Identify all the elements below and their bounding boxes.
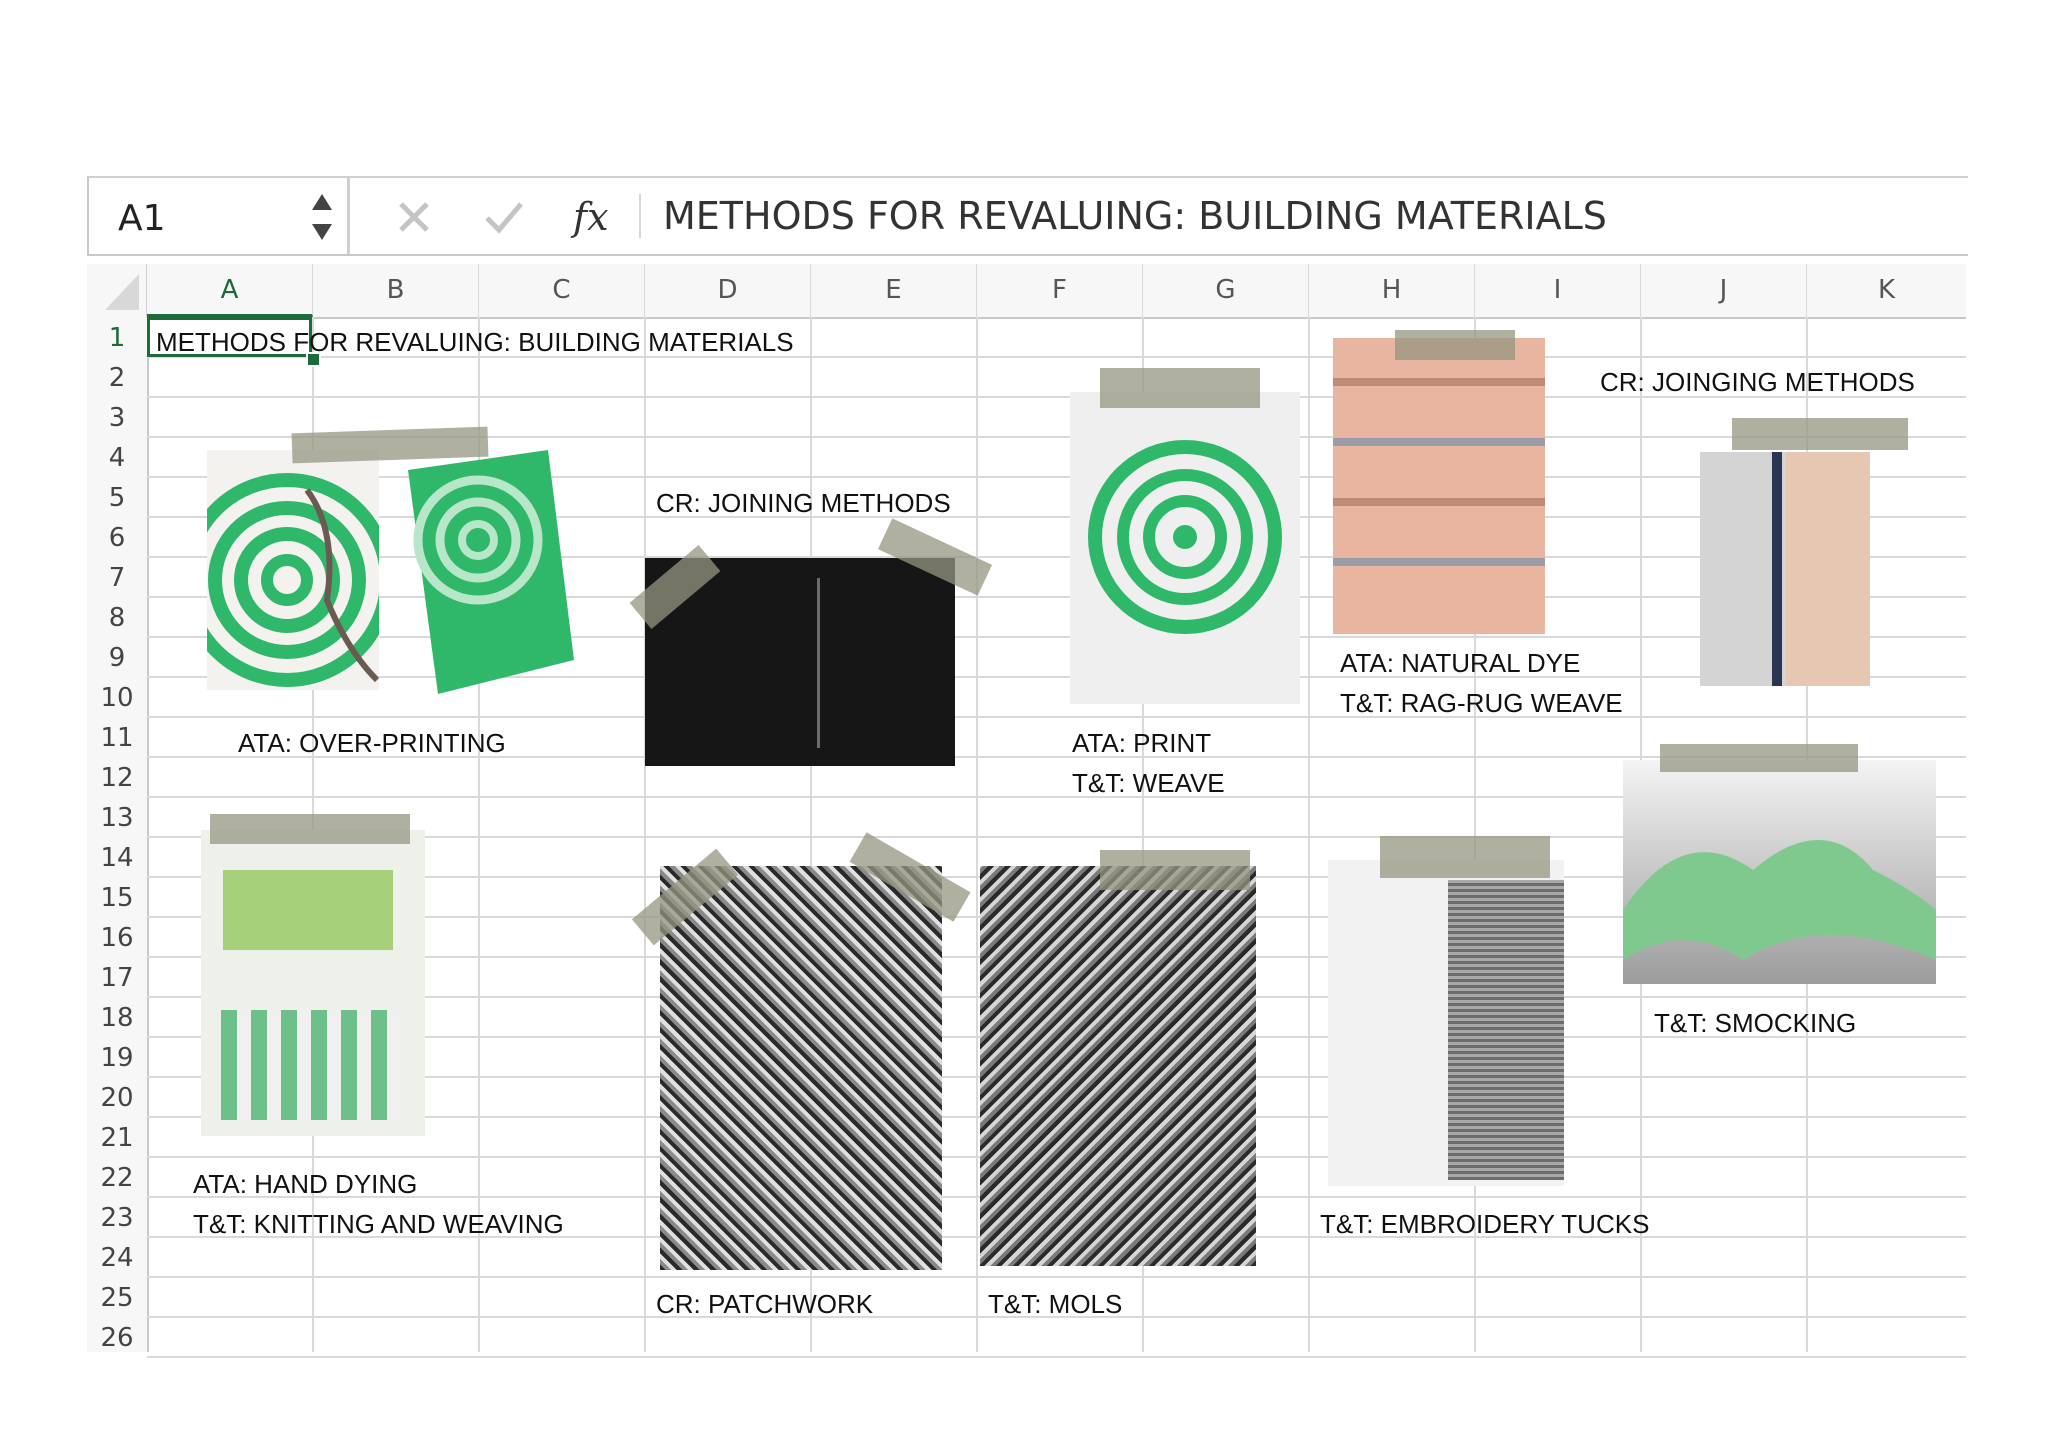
row-header-1[interactable]: 1 [108,323,126,353]
patchwork-sample [660,866,942,1270]
row-header-5[interactable]: 5 [108,483,126,513]
formula-divider [639,194,641,238]
mols-sample [980,866,1256,1266]
label-natural-dye[interactable]: ATA: NATURAL DYE [1340,648,1581,678]
column-gridline [1308,317,1310,1352]
tape-11 [1100,850,1250,890]
tape-5 [1395,330,1515,360]
row-gridline [147,1356,1966,1358]
column-header-e[interactable]: E [811,264,977,317]
select-all-button[interactable] [87,264,147,317]
fx-label: fx [573,195,609,239]
row-header-16[interactable]: 16 [100,923,134,953]
formula-input[interactable]: METHODS FOR REVALUING: BUILDING MATERIALS [663,194,1607,238]
label-smocking[interactable]: T&T: SMOCKING [1654,1008,1857,1038]
function-icon[interactable] [569,192,625,242]
name-box-value: A1 [118,198,166,239]
label-joining-methods[interactable]: CR: JOINING METHODS [656,488,951,518]
row-gridline [147,1276,1966,1278]
row-header-26[interactable]: 26 [100,1323,134,1353]
hand-dying-sample [201,830,425,1136]
row-header-10[interactable]: 10 [100,683,134,713]
column-header-d[interactable]: D [645,264,811,317]
row-header-4[interactable]: 4 [108,443,126,473]
row-header-25[interactable]: 25 [100,1283,134,1313]
column-header-a[interactable]: A [147,264,313,317]
column-gridline [644,317,646,1352]
row-header-19[interactable]: 19 [100,1043,134,1073]
label-knitting-and-weaving[interactable]: T&T: KNITTING AND WEAVING [193,1209,564,1239]
row-header-21[interactable]: 21 [100,1123,134,1153]
row-header-8[interactable]: 8 [108,603,126,633]
select-all-icon [87,264,145,316]
column-header-k[interactable]: K [1877,275,1896,305]
column-header-i[interactable]: I [1475,264,1641,317]
tape-8 [210,814,410,844]
column-header-g[interactable]: G [1143,264,1309,317]
row-header-23[interactable]: 23 [100,1203,134,1233]
label-hand-dying[interactable]: ATA: HAND DYING [193,1169,418,1199]
tape-7 [1660,744,1858,772]
smocking-sample [1623,760,1936,984]
check-icon[interactable] [479,192,529,242]
row-header-18[interactable]: 18 [100,1003,134,1033]
column-header-row [87,264,1966,319]
label-patchwork[interactable]: CR: PATCHWORK [656,1289,874,1319]
label-joinging-methods[interactable]: CR: JOINGING METHODS [1600,367,1915,397]
column-header-f[interactable]: F [977,264,1143,317]
row-header-9[interactable]: 9 [108,643,126,673]
row-header-20[interactable]: 20 [100,1083,134,1113]
label-over-printing[interactable]: ATA: OVER-PRINTING [238,728,506,758]
over-printing-sample-left [207,450,379,690]
tape-6 [1732,418,1908,450]
name-box-divider [347,178,350,254]
row-header-12[interactable]: 12 [100,763,134,793]
natural-dye-sample [1333,338,1545,634]
column-header-b[interactable]: B [313,264,479,317]
label-rag-rug-weave[interactable]: T&T: RAG-RUG WEAVE [1340,688,1623,718]
row-header-11[interactable]: 11 [100,723,134,753]
row-header-7[interactable]: 7 [108,563,126,593]
row-header-24[interactable]: 24 [100,1243,134,1273]
name-box[interactable] [89,178,345,254]
row-header-2[interactable]: 2 [108,363,126,393]
label-mols[interactable]: T&T: MOLS [988,1289,1123,1319]
tape-4 [1100,368,1260,408]
close-icon[interactable] [389,192,439,242]
row-header-22[interactable]: 22 [100,1163,134,1193]
name-box-stepper-icon[interactable] [307,190,337,244]
row-header-15[interactable]: 15 [100,883,134,913]
row-header-13[interactable]: 13 [100,803,134,833]
cell-a1-title[interactable]: METHODS FOR REVALUING: BUILDING MATERIALS [156,327,794,357]
formula-bar [87,176,1968,256]
joining-knit-sample [1700,452,1870,686]
column-header-j[interactable]: J [1641,264,1807,317]
over-printing-sample-right [398,450,574,694]
row-gridline [147,716,1966,718]
tape-12 [1380,836,1550,878]
column-header-c[interactable]: C [479,264,645,317]
embroidery-tucks-sample [1328,860,1564,1186]
row-header-17[interactable]: 17 [100,963,134,993]
column-gridline [976,317,978,1352]
row-header-3[interactable]: 3 [108,403,126,433]
column-header-h[interactable]: H [1309,264,1475,317]
label-weave[interactable]: T&T: WEAVE [1072,768,1225,798]
label-print[interactable]: ATA: PRINT [1072,728,1212,758]
print-weave-sample [1070,392,1300,704]
row-header-14[interactable]: 14 [100,843,134,873]
label-embroidery-tucks[interactable]: T&T: EMBROIDERY TUCKS [1320,1209,1650,1239]
row-header-6[interactable]: 6 [108,523,126,553]
